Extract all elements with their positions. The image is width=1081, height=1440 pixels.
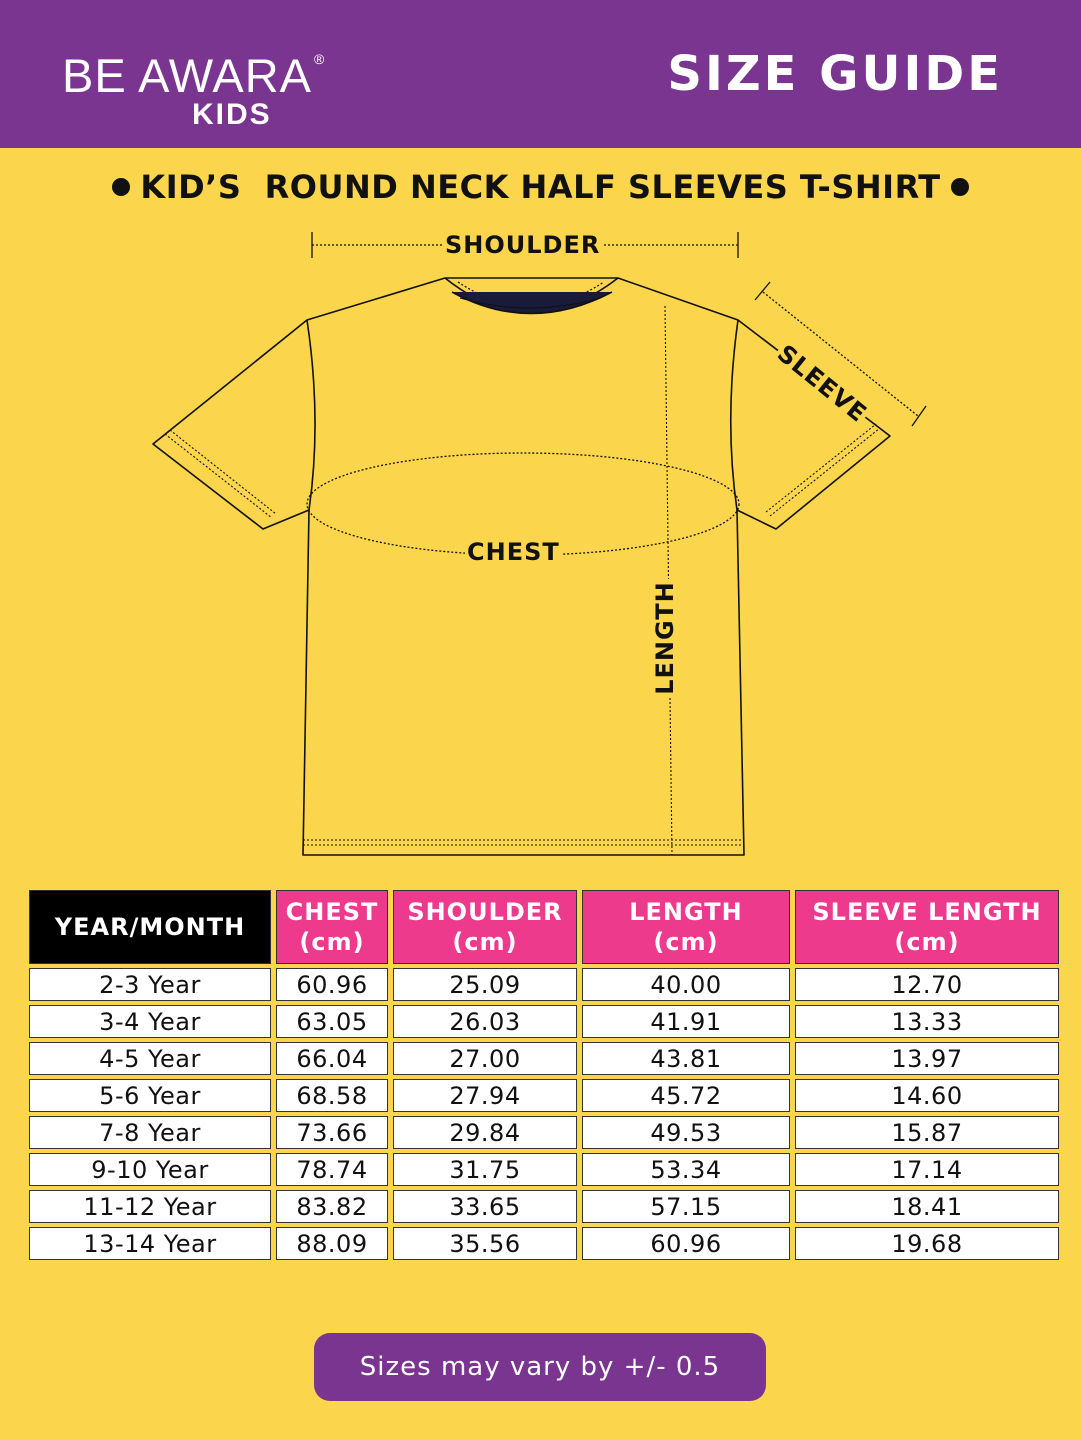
cell-sleeve: 19.68 bbox=[795, 1227, 1059, 1260]
table-row bbox=[29, 968, 1059, 1001]
table-row bbox=[29, 1042, 1059, 1075]
cell-shoulder: 29.84 bbox=[393, 1116, 577, 1149]
header-chest bbox=[276, 890, 388, 964]
header-year-month bbox=[29, 890, 271, 964]
cell-shoulder: 31.75 bbox=[393, 1153, 577, 1186]
registered-mark: ® bbox=[314, 51, 326, 67]
cell-year: 2-3 Year bbox=[29, 968, 271, 1001]
size-table bbox=[24, 886, 1064, 1264]
cell-year: 4-5 Year bbox=[29, 1042, 271, 1075]
brand-name: BE AWARA bbox=[62, 49, 313, 102]
header-label: SHOULDER bbox=[407, 898, 563, 926]
header-length bbox=[582, 890, 790, 964]
page-title: SIZE GUIDE bbox=[667, 46, 1003, 102]
cell-chest: 68.58 bbox=[276, 1079, 388, 1112]
header-unit: (cm) bbox=[299, 928, 365, 956]
table-row bbox=[29, 1005, 1059, 1038]
tshirt-diagram bbox=[0, 220, 1081, 870]
cell-chest: 78.74 bbox=[276, 1153, 388, 1186]
cell-sleeve: 15.87 bbox=[795, 1116, 1059, 1149]
sleeve-label: SLEEVE bbox=[771, 339, 873, 428]
cell-chest: 83.82 bbox=[276, 1190, 388, 1223]
cell-chest: 66.04 bbox=[276, 1042, 388, 1075]
cell-chest: 63.05 bbox=[276, 1005, 388, 1038]
table-header-row bbox=[29, 890, 1059, 964]
brand-logo bbox=[62, 36, 325, 131]
cell-year: 11-12 Year bbox=[29, 1190, 271, 1223]
cell-length: 49.53 bbox=[582, 1116, 790, 1149]
cell-year: 13-14 Year bbox=[29, 1227, 271, 1260]
product-title-row bbox=[0, 168, 1081, 206]
table-row bbox=[29, 1079, 1059, 1112]
header-shoulder bbox=[393, 890, 577, 964]
cell-length: 57.15 bbox=[582, 1190, 790, 1223]
cell-length: 43.81 bbox=[582, 1042, 790, 1075]
bullet-dot-icon bbox=[112, 178, 130, 196]
cell-sleeve: 13.33 bbox=[795, 1005, 1059, 1038]
cell-shoulder: 27.94 bbox=[393, 1079, 577, 1112]
cell-length: 41.91 bbox=[582, 1005, 790, 1038]
cell-shoulder: 25.09 bbox=[393, 968, 577, 1001]
cell-year: 7-8 Year bbox=[29, 1116, 271, 1149]
product-title: KID’S ROUND NECK HALF SLEEVES T-SHIRT bbox=[140, 168, 941, 206]
table-row bbox=[29, 1116, 1059, 1149]
cell-chest: 60.96 bbox=[276, 968, 388, 1001]
cell-length: 40.00 bbox=[582, 968, 790, 1001]
cell-year: 3-4 Year bbox=[29, 1005, 271, 1038]
header-label: CHEST bbox=[285, 898, 379, 926]
cell-year: 9-10 Year bbox=[29, 1153, 271, 1186]
header-bar bbox=[0, 0, 1081, 148]
header-unit: (cm) bbox=[894, 928, 960, 956]
cell-year: 5-6 Year bbox=[29, 1079, 271, 1112]
shoulder-label: SHOULDER bbox=[445, 231, 601, 259]
header-unit: (cm) bbox=[452, 928, 518, 956]
header-label: LENGTH bbox=[629, 898, 743, 926]
cell-length: 45.72 bbox=[582, 1079, 790, 1112]
cell-shoulder: 35.56 bbox=[393, 1227, 577, 1260]
bullet-dot-icon bbox=[951, 178, 969, 196]
chest-label: CHEST bbox=[467, 538, 560, 566]
length-label: LENGTH bbox=[650, 581, 679, 695]
brand-sub: KIDS bbox=[192, 98, 272, 131]
size-variance-note: Sizes may vary by +/- 0.5 bbox=[314, 1333, 766, 1401]
cell-chest: 73.66 bbox=[276, 1116, 388, 1149]
cell-shoulder: 33.65 bbox=[393, 1190, 577, 1223]
header-label: YEAR/MONTH bbox=[54, 913, 246, 941]
cell-sleeve: 12.70 bbox=[795, 968, 1059, 1001]
cell-sleeve: 17.14 bbox=[795, 1153, 1059, 1186]
cell-sleeve: 18.41 bbox=[795, 1190, 1059, 1223]
header-label: SLEEVE LENGTH bbox=[812, 898, 1042, 926]
cell-shoulder: 26.03 bbox=[393, 1005, 577, 1038]
cell-length: 60.96 bbox=[582, 1227, 790, 1260]
cell-sleeve: 14.60 bbox=[795, 1079, 1059, 1112]
table-row bbox=[29, 1190, 1059, 1223]
header-sleeve-length bbox=[795, 890, 1059, 964]
cell-length: 53.34 bbox=[582, 1153, 790, 1186]
cell-shoulder: 27.00 bbox=[393, 1042, 577, 1075]
cell-sleeve: 13.97 bbox=[795, 1042, 1059, 1075]
header-unit: (cm) bbox=[653, 928, 719, 956]
table-row bbox=[29, 1227, 1059, 1260]
cell-chest: 88.09 bbox=[276, 1227, 388, 1260]
table-row bbox=[29, 1153, 1059, 1186]
